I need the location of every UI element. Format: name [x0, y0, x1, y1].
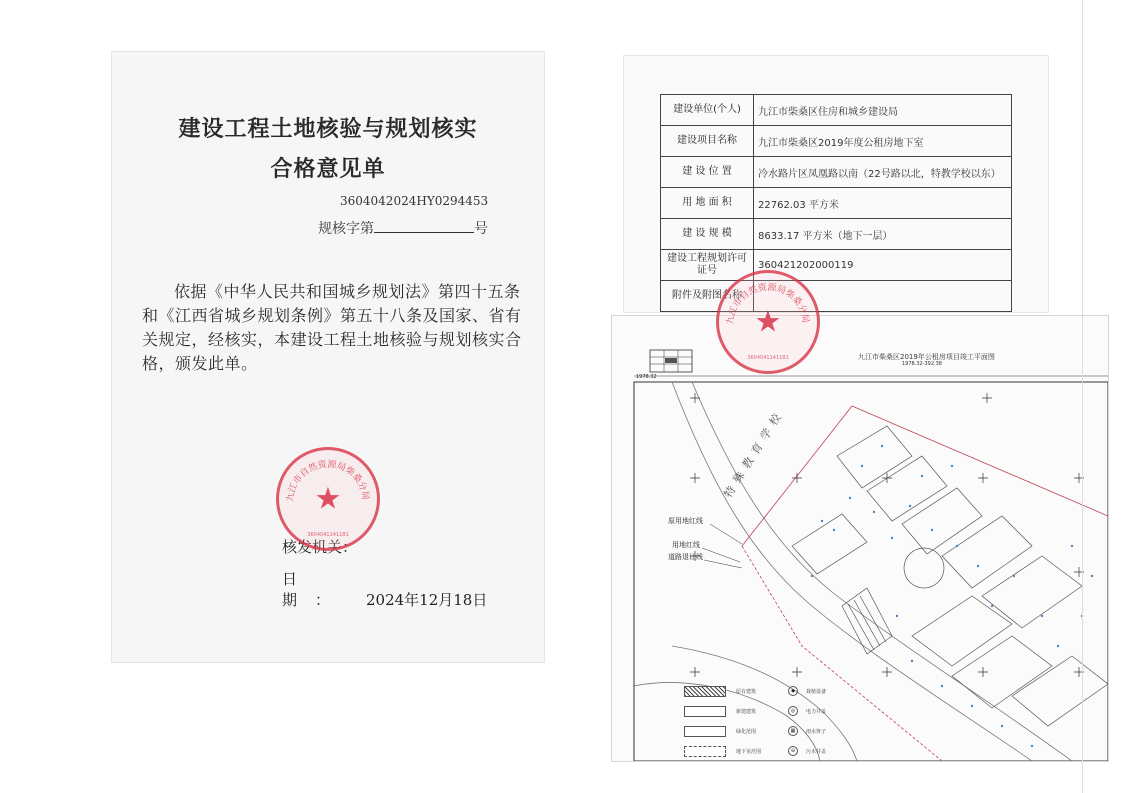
certificate-number-blank — [374, 220, 474, 233]
legend-symbol-label: 电力井盖 — [806, 709, 827, 715]
certificate-date — [282, 568, 487, 610]
table-key: 附件及附图名称 — [661, 281, 754, 312]
plan-corner-note: 1978.32 — [636, 374, 657, 380]
certificate-number-prefix: 规核字第 — [318, 221, 374, 237]
certificate-number-suffix: 号 — [474, 221, 488, 237]
table-key: 建 设 规 模 — [661, 219, 754, 250]
table-value: 九江市柴桑区2019年度公租房地下室 — [754, 126, 1012, 157]
table-row — [661, 126, 1012, 157]
certificate-number — [318, 218, 488, 238]
legend-label: 原有建筑 — [736, 689, 757, 695]
certificate-sheet — [112, 52, 544, 662]
table-key: 用 地 面 积 — [661, 188, 754, 219]
legend-symbol-icon: ◆ — [788, 686, 798, 696]
seal-right-text: 九江市自然资源局柴桑分局 — [725, 282, 811, 326]
certificate-date-value: 2024年12月18日 — [366, 591, 488, 609]
table-value: 360421202000119 — [754, 250, 1012, 281]
table-value: 22762.03 平方米 — [754, 188, 1012, 219]
legend-symbol-label: 雨水箅子 — [806, 729, 827, 735]
legend-symbol-icon: ⊖ — [788, 746, 798, 756]
table-key: 建设单位(个人) — [661, 95, 754, 126]
table-key: 建设项目名称 — [661, 126, 754, 157]
seal-star-icon: ★ — [754, 304, 782, 340]
certificate-title-line2: 合格意见单 — [270, 156, 386, 182]
table-row — [661, 219, 1012, 250]
table-row — [661, 188, 1012, 219]
legend-label: 新建建筑 — [736, 709, 757, 715]
official-seal-right — [716, 270, 820, 374]
table-value: 冷水路片区凤凰路以南（22号路以北，特教学校以东） — [754, 157, 1012, 188]
legend-symbol-icon: ◎ — [788, 706, 798, 716]
info-table-sheet — [624, 56, 1048, 312]
info-table — [660, 94, 1012, 312]
table-row — [661, 157, 1012, 188]
legend-label: 地下室范围 — [736, 749, 762, 755]
table-row — [661, 250, 1012, 281]
annotation-road-setback: 道路退让线 — [668, 553, 703, 561]
plan-title: 九江市柴桑区2019年公租房项目竣工平面图 — [858, 353, 995, 361]
legend-symbol-label: 污水井盖 — [806, 749, 827, 755]
seal-star-icon: ★ — [314, 481, 342, 517]
certificate-title-line1: 建设工程土地核验与规划核实 — [178, 116, 478, 142]
seal-right-number: 3604041141181 — [747, 355, 789, 361]
table-row — [661, 95, 1012, 126]
annotation-use-red-line: 用地红线 — [672, 541, 700, 549]
table-key: 建设工程规划许可证号 — [661, 250, 754, 281]
official-seal-left — [276, 447, 380, 551]
seal-left-text: 九江市自然资源局柴桑分局 — [285, 459, 371, 503]
annotation-original-red-line: 原用地红线 — [668, 517, 703, 525]
seal-left-number: 3604041141181 — [307, 532, 349, 538]
legend-swatch-existing — [684, 686, 726, 697]
legend-swatch-basement — [684, 746, 726, 757]
page-edge — [1082, 0, 1093, 793]
legend-swatch-green — [684, 726, 726, 737]
certificate-date-label: 日 期： — [282, 570, 349, 609]
table-value: 8633.17 平方米（地下一层） — [754, 219, 1012, 250]
certificate-body: 依据《中华人民共和国城乡规划法》第四十五条和《江西省城乡规划条例》第五十八条及国家、省有关规定，经核实，本建设工程土地核验与规划核实合格，颁发此单。 — [142, 282, 522, 373]
legend-swatch-new — [684, 706, 726, 717]
certificate-issuer-label: 核发机关： — [282, 538, 358, 556]
plan-subtitle: 1978.32-392.38 — [902, 361, 942, 367]
legend-label: 绿化范围 — [736, 729, 757, 735]
table-row — [661, 281, 1012, 312]
site-plan-sheet — [612, 316, 1108, 761]
legend-symbol-icon: ▦ — [788, 726, 798, 736]
table-value: 九江市柴桑区住房和城乡建设局 — [754, 95, 1012, 126]
certificate-code: 3604042024HY0294453 — [340, 194, 489, 208]
plan-school-label: 特殊教育学校 — [721, 406, 787, 500]
table-key: 建 设 位 置 — [661, 157, 754, 188]
legend-symbol-label: 栽植设备 — [806, 689, 827, 695]
